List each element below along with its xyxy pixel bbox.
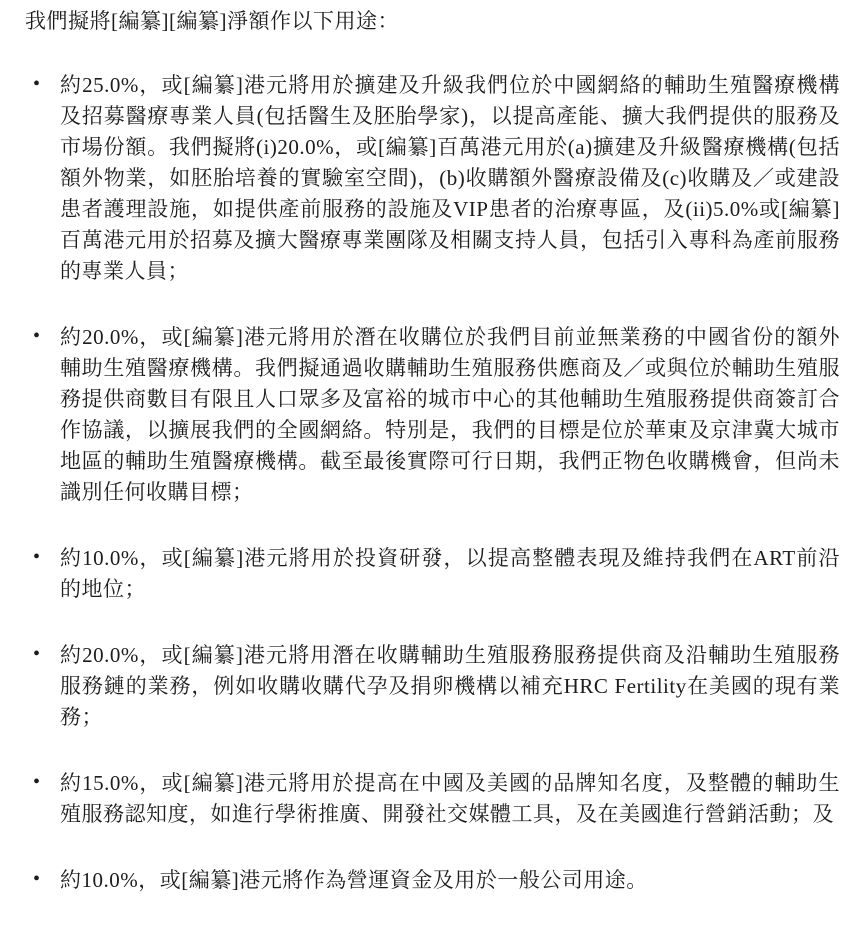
bullet-icon: • — [33, 771, 41, 793]
bullet-text: 約20.0%，或[編纂]港元將用潛在收購輔助生殖服務服務提供商及沿輔助生殖服務服務鏈的業務，例如收購收購代孕及捐卵機構以補充HRC Fertility在美國的現有業務； — [60, 643, 840, 729]
bullet-text: 約10.0%，或[編纂]港元將用於投資研發，以提高整體表現及維持我們在ART前沿的地位； — [60, 546, 840, 601]
bullet-text: 約20.0%，或[編纂]港元將用於潛在收購位於我們目前並無業務的中國省份的額外輔助生殖醫療機構。我們擬通過收購輔助生殖服務供應商及／或與位於輔助生殖服務提供商數目有限且人口眾多及富裕的城市中心的其他輔助生殖服務提供商簽訂合作協議，以擴展我們的全國網絡。特別是，我們的目標是位於華東及京津冀大城市地區的輔助生殖醫療機構。截至最後實際可行日期，我們正物色收購機會，但尚未識別任何收購目標； — [60, 325, 840, 504]
bullet-icon: • — [33, 643, 41, 665]
use-of-proceeds-item — [25, 768, 840, 830]
bullet-text: 約15.0%，或[編纂]港元將用於提高在中國及美國的品牌知名度，及整體的輔助生殖服務認知度，如進行學術推廣、開發社交媒體工具，及在美國進行營銷活動；及 — [60, 771, 840, 826]
use-of-proceeds-item — [25, 640, 840, 733]
bullet-icon: • — [33, 325, 41, 347]
use-of-proceeds-item — [25, 322, 840, 508]
bullet-text: 約25.0%，或[編纂]港元將用於擴建及升級我們位於中國網絡的輔助生殖醫療機構及招募醫療專業人員(包括醫生及胚胎學家)，以提高產能、擴大我們提供的服務及市場份額。我們擬將(i)20.0%，或[編纂]百萬港元用於(a)擴建及升級醫療機構(包括額外物業，如胚胎培養的實驗室空間)，(b)收購額外醫療設備及(c)收購及／或建設患者護理設施，如提供產前服務的設施及VIP患者的治療專區，及(ii)5.0%或[編纂]百萬港元用於招募及擴大醫療專業團隊及相關支持人員，包括引入專科為產前服務的專業人員； — [60, 73, 840, 283]
intro-paragraph: 我們擬將[編纂][編纂]淨額作以下用途： — [25, 9, 399, 33]
use-of-proceeds-item — [25, 70, 840, 287]
bullet-text: 約10.0%，或[編纂]港元將作為營運資金及用於一般公司用途。 — [60, 868, 648, 892]
bullet-icon: • — [33, 546, 41, 568]
use-of-proceeds-item — [25, 865, 840, 896]
bullet-icon: • — [33, 73, 41, 95]
use-of-proceeds-item — [25, 543, 840, 605]
bullet-icon: • — [33, 868, 41, 890]
use-of-proceeds-list — [25, 70, 840, 896]
